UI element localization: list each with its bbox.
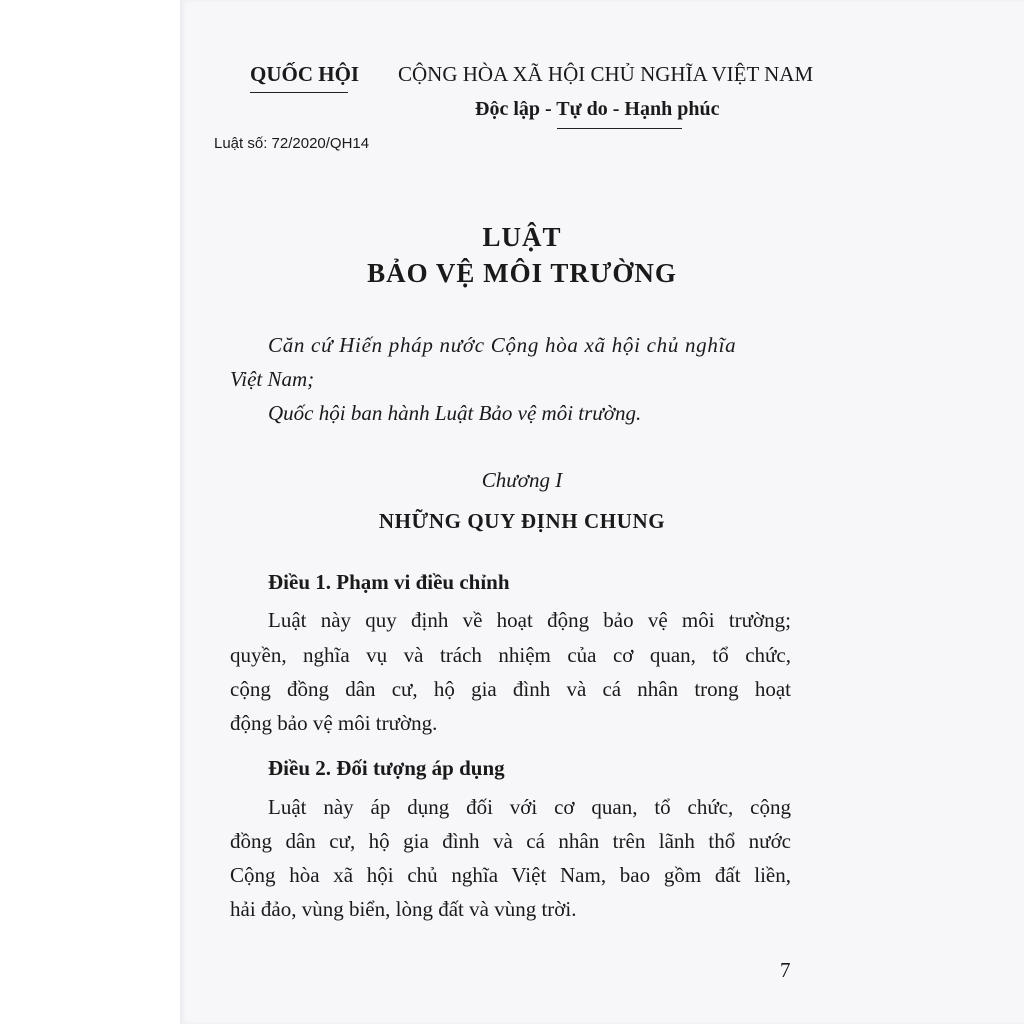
article-1-line: động bảo vệ môi trường.	[230, 711, 438, 735]
enactment-clause: Quốc hội ban hành Luật Bảo vệ môi trường.	[268, 401, 642, 425]
article-1-heading: Điều 1. Phạm vi điều chỉnh	[268, 570, 510, 594]
article-2-line: Luật này áp dụng đối với cơ quan, tổ chức, cộng	[268, 795, 791, 819]
agency-underline	[250, 92, 348, 93]
issuing-agency: QUỐC HỘI	[250, 62, 360, 86]
article-2-line: Cộng hòa xã hội chủ nghĩa Việt Nam, bao gồm đất liền,	[230, 863, 791, 887]
article-1-line: cộng đồng dân cư, hộ gia đình và cá nhân trong hoạt	[230, 677, 791, 701]
republic-name: CỘNG HÒA XÃ HỘI CHỦ NGHĨA VIỆT NAM	[398, 62, 814, 86]
chapter-title: NHỮNG QUY ĐỊNH CHUNG	[378, 509, 666, 533]
chapter-number: Chương I	[481, 468, 563, 492]
document-title: BẢO VỆ MÔI TRƯỜNG	[367, 258, 677, 288]
article-2-heading: Điều 2. Đối tượng áp dụng	[268, 756, 505, 780]
article-2-line: đồng dân cư, hộ gia đình và cá nhân trên lãnh thổ nước	[230, 829, 791, 853]
legal-basis-line-2: Việt Nam;	[230, 367, 315, 391]
article-1-line: Luật này quy định về hoạt động bảo vệ môi trường;	[268, 608, 791, 632]
article-1-line: quyền, nghĩa vụ và trách nhiệm của cơ quan, tổ chức,	[230, 643, 791, 667]
article-2-line: hải đảo, vùng biển, lòng đất và vùng trời.	[230, 897, 577, 921]
legal-basis-line-1: Căn cứ Hiến pháp nước Cộng hòa xã hội chủ nghĩa	[268, 333, 737, 357]
motto-underline	[557, 128, 682, 129]
national-motto: Độc lập - Tự do - Hạnh phúc	[475, 98, 720, 120]
page-number: 7	[780, 958, 791, 982]
law-number: Luật số: 72/2020/QH14	[214, 135, 370, 152]
document-type: LUẬT	[482, 222, 562, 252]
